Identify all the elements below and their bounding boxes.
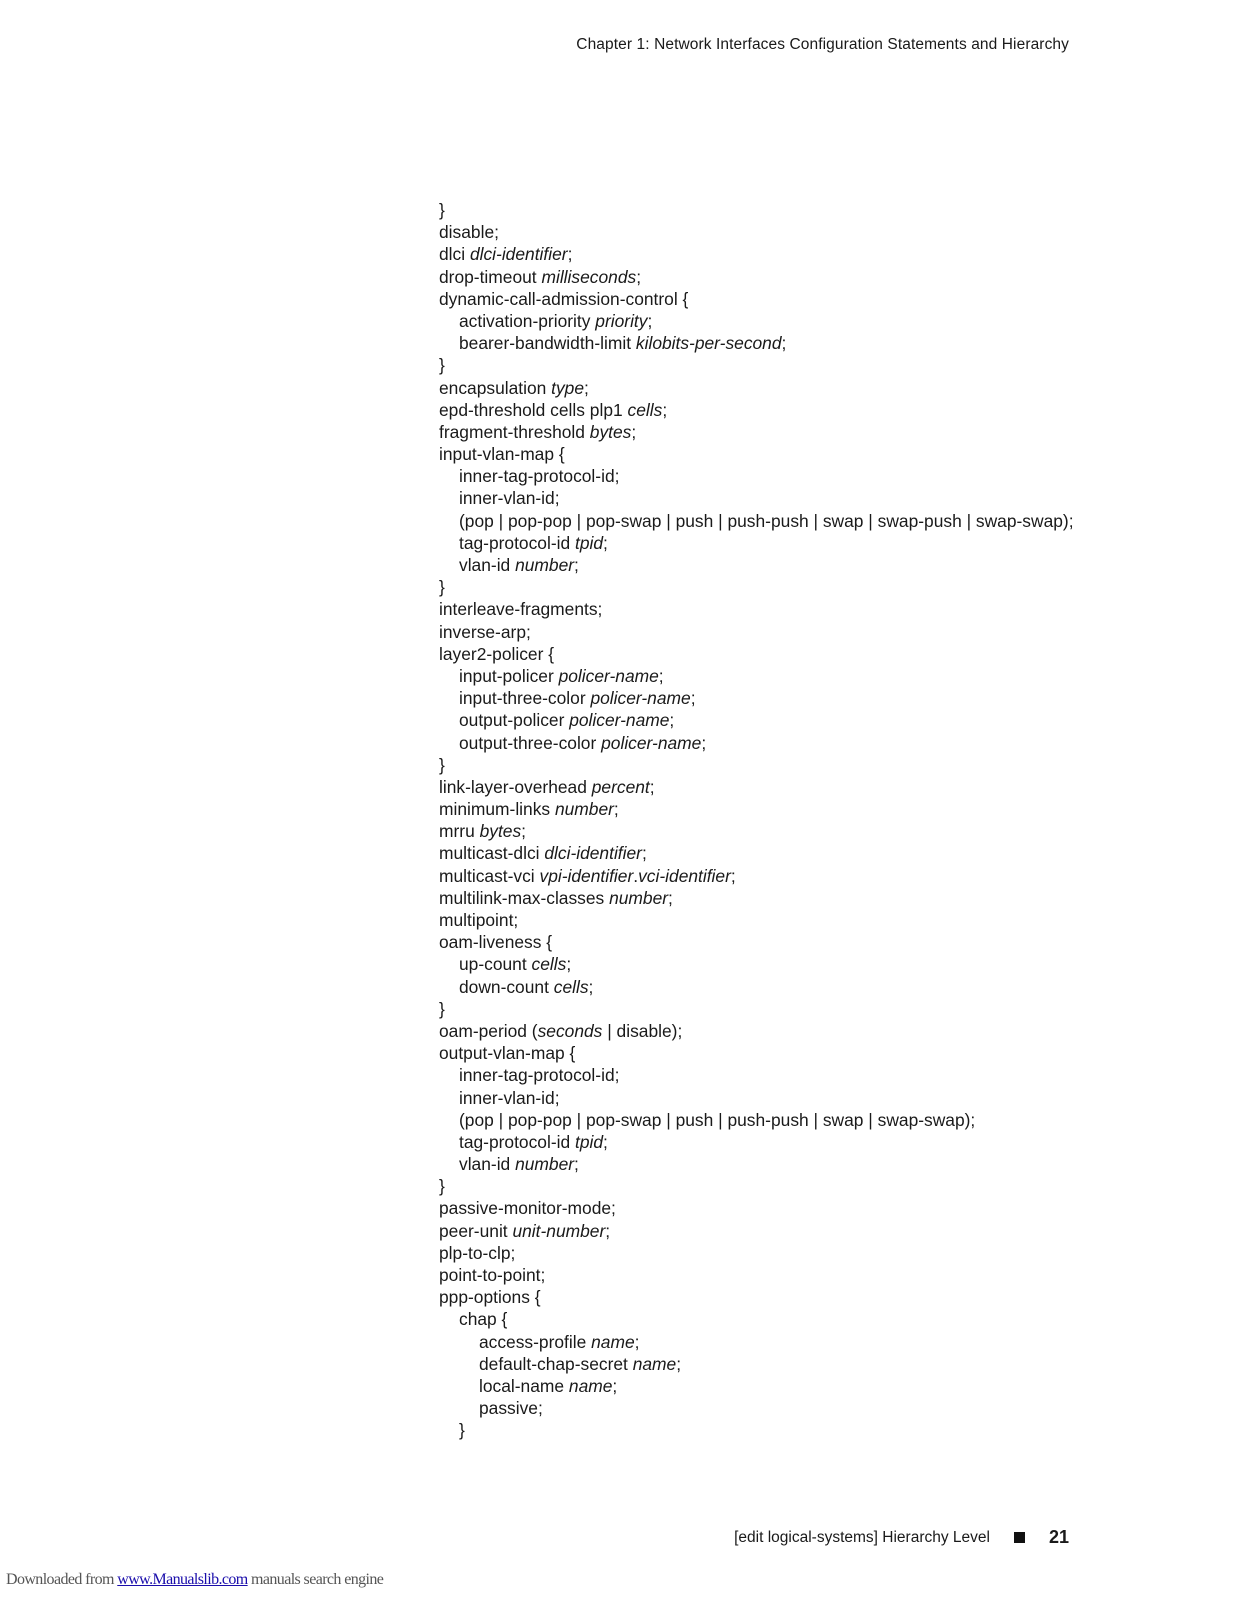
code-keyword: peer-unit	[439, 1220, 513, 1241]
code-variable: policer-name	[569, 710, 670, 731]
code-keyword: multicast-dlci	[439, 843, 545, 864]
code-line	[439, 465, 1074, 487]
code-line	[439, 776, 1074, 798]
code-variable: vpi-identifier	[539, 865, 634, 886]
manualslib-link[interactable]: www.Manualslib.com	[117, 1571, 248, 1588]
code-line	[439, 332, 1074, 354]
code-keyword: output-three-color	[459, 732, 602, 753]
code-variable: percent	[591, 776, 650, 797]
code-keyword: | disable);	[602, 1020, 683, 1041]
code-line	[439, 487, 1074, 509]
code-keyword: ppp-options {	[439, 1287, 541, 1308]
code-line	[439, 1286, 1074, 1308]
code-line	[439, 221, 1074, 243]
code-line	[439, 598, 1074, 620]
code-keyword: }	[439, 200, 445, 220]
code-keyword: passive;	[479, 1398, 543, 1419]
code-keyword: input-vlan-map {	[439, 444, 565, 465]
code-keyword: ;	[634, 1331, 640, 1352]
download-note-suffix: manuals search engine	[247, 1571, 384, 1588]
code-keyword: ;	[658, 665, 664, 686]
code-variable: cells	[627, 399, 663, 420]
code-line	[439, 310, 1074, 332]
code-keyword: oam-period (	[439, 1020, 538, 1041]
code-variable: name	[568, 1375, 613, 1396]
code-variable: unit-number	[512, 1220, 606, 1241]
code-line	[439, 887, 1074, 909]
code-line	[439, 865, 1074, 887]
code-keyword: up-count	[459, 954, 532, 975]
code-keyword: ;	[641, 843, 647, 864]
code-line	[439, 443, 1074, 465]
code-line	[439, 842, 1074, 864]
code-keyword: ;	[730, 865, 736, 886]
code-keyword: inner-tag-protocol-id;	[459, 466, 620, 487]
code-line	[439, 709, 1074, 731]
code-keyword: input-three-color	[459, 688, 591, 709]
code-variable: number	[515, 555, 575, 575]
code-variable: dlci-identifier	[544, 843, 642, 864]
code-keyword: ;	[567, 244, 573, 265]
code-line	[439, 1042, 1074, 1064]
code-variable: policer-name	[590, 688, 691, 709]
code-keyword: ;	[566, 954, 572, 975]
code-keyword: drop-timeout	[439, 266, 542, 287]
code-keyword: ;	[649, 776, 655, 797]
code-line	[439, 421, 1074, 443]
code-keyword: inner-tag-protocol-id;	[459, 1065, 620, 1086]
code-line	[439, 643, 1074, 665]
code-keyword: minimum-links	[439, 799, 555, 820]
running-header: Chapter 1: Network Interfaces Configuration Statements and Hierarchy	[576, 36, 1069, 53]
code-keyword: interleave-fragments;	[439, 599, 603, 620]
code-line	[439, 820, 1074, 842]
code-keyword: plp-to-clp;	[439, 1242, 516, 1263]
code-variable: policer-name	[601, 732, 702, 753]
code-keyword: tag-protocol-id	[459, 532, 575, 553]
code-keyword: ;	[647, 310, 653, 331]
code-keyword: mrru	[439, 821, 480, 842]
code-line	[439, 1220, 1074, 1242]
code-keyword: vlan-id	[459, 1154, 516, 1175]
code-keyword: multipoint;	[439, 910, 519, 930]
code-line	[439, 976, 1074, 998]
code-variable: cells	[553, 976, 589, 997]
code-line	[439, 1175, 1074, 1197]
code-variable: bytes	[589, 421, 632, 442]
code-keyword: (pop | pop-pop | pop-swap | push | push-push | swap | swap-swap);	[459, 1109, 976, 1130]
code-variable: name	[632, 1353, 677, 1374]
code-keyword: ;	[662, 399, 668, 420]
code-line	[439, 931, 1074, 953]
code-keyword: point-to-point;	[439, 1265, 546, 1285]
code-keyword: multilink-max-classes	[439, 887, 610, 908]
code-line	[439, 377, 1074, 399]
code-keyword: bearer-bandwidth-limit	[459, 333, 636, 354]
code-keyword: oam-liveness {	[439, 932, 553, 953]
code-keyword: ;	[574, 1154, 579, 1175]
page-number: 21	[1048, 1527, 1069, 1547]
running-footer	[734, 1527, 1069, 1548]
code-line	[439, 199, 1074, 221]
code-line	[439, 1242, 1074, 1264]
code-keyword: ;	[636, 266, 642, 287]
footer-section-title: [edit logical-systems] Hierarchy Level	[734, 1528, 990, 1546]
code-keyword: }	[439, 355, 445, 376]
code-variable: kilobits-per-second	[635, 333, 782, 354]
code-variable: number	[609, 887, 669, 908]
code-keyword: multicast-vci	[439, 865, 540, 886]
code-line	[439, 621, 1074, 643]
code-line	[439, 798, 1074, 820]
code-keyword: ;	[605, 1220, 611, 1241]
code-keyword: inverse-arp;	[439, 621, 531, 642]
square-bullet-icon	[1014, 1532, 1025, 1543]
code-keyword: fragment-threshold	[439, 421, 590, 442]
code-keyword: ;	[676, 1353, 682, 1374]
code-line	[439, 1331, 1074, 1353]
code-keyword: layer2-policer {	[439, 643, 555, 664]
code-variable: priority	[595, 310, 648, 331]
code-keyword: }	[439, 998, 445, 1019]
code-line	[439, 1064, 1074, 1086]
code-keyword: inner-vlan-id;	[459, 488, 560, 509]
code-keyword: activation-priority	[459, 310, 596, 331]
download-note-prefix: Downloaded from	[6, 1571, 118, 1588]
code-line	[439, 1020, 1074, 1042]
code-keyword: passive-monitor-mode;	[439, 1198, 616, 1219]
code-variable: milliseconds	[541, 266, 637, 287]
code-variable: tpid	[575, 1131, 604, 1152]
code-keyword: ;	[612, 1375, 618, 1396]
code-variable: number	[554, 799, 614, 820]
code-line	[439, 532, 1074, 554]
code-line	[439, 754, 1074, 776]
code-variable: type	[551, 377, 585, 398]
code-keyword: dynamic-call-admission-control {	[439, 288, 689, 309]
code-keyword: input-policer	[459, 665, 559, 686]
code-variable: dlci-identifier	[469, 244, 568, 265]
code-line	[439, 1197, 1074, 1219]
code-keyword: local-name	[479, 1375, 569, 1396]
code-keyword: }	[439, 754, 445, 775]
code-line	[439, 998, 1074, 1020]
code-line	[439, 665, 1074, 687]
code-keyword: link-layer-overhead	[439, 776, 592, 797]
code-line	[439, 1375, 1074, 1397]
code-line	[439, 576, 1074, 598]
code-line	[439, 1087, 1074, 1109]
code-variable: vci-identifier	[638, 865, 731, 886]
code-variable: tpid	[575, 532, 604, 553]
code-keyword: dlci	[439, 244, 470, 265]
code-keyword: vlan-id	[459, 555, 516, 575]
code-line	[439, 1264, 1074, 1286]
code-line	[439, 243, 1074, 265]
code-keyword: output-vlan-map {	[439, 1043, 576, 1064]
config-statement-listing	[439, 199, 1074, 1442]
code-line	[439, 510, 1074, 532]
code-keyword: ;	[781, 333, 787, 354]
code-line	[439, 354, 1074, 376]
code-keyword: epd-threshold cells plp1	[439, 399, 628, 420]
code-line	[439, 1419, 1074, 1441]
code-keyword: .	[633, 865, 639, 886]
code-variable: bytes	[479, 821, 522, 842]
download-note	[6, 1571, 383, 1589]
code-keyword: default-chap-secret	[479, 1353, 633, 1374]
code-keyword: ;	[603, 532, 608, 553]
code-line	[439, 953, 1074, 975]
code-line	[439, 1131, 1074, 1153]
code-keyword: ;	[701, 732, 707, 753]
code-keyword: ;	[521, 821, 526, 842]
code-keyword: }	[459, 1420, 465, 1441]
code-line	[439, 687, 1074, 709]
code-keyword: (pop | pop-pop | pop-swap | push | push-push | swap | swap-push | swap-swap);	[459, 510, 1074, 531]
code-line	[439, 266, 1074, 288]
code-keyword: ;	[574, 555, 579, 575]
code-keyword: down-count	[459, 976, 554, 997]
code-variable: cells	[531, 954, 567, 975]
code-line	[439, 1153, 1074, 1175]
code-keyword: output-policer	[459, 710, 570, 731]
code-keyword: }	[439, 1176, 445, 1197]
code-keyword: disable;	[439, 222, 499, 243]
code-variable: policer-name	[558, 665, 659, 686]
code-keyword: ;	[669, 710, 675, 731]
code-keyword: ;	[690, 688, 696, 709]
code-line	[439, 1308, 1074, 1330]
code-keyword: ;	[588, 976, 594, 997]
code-line	[439, 732, 1074, 754]
code-variable: number	[515, 1154, 575, 1175]
code-keyword: ;	[613, 799, 619, 820]
code-keyword: ;	[631, 421, 637, 442]
code-keyword: access-profile	[479, 1331, 592, 1352]
code-keyword: tag-protocol-id	[459, 1131, 575, 1152]
code-line	[439, 1353, 1074, 1375]
code-line	[439, 1109, 1074, 1131]
code-keyword: inner-vlan-id;	[459, 1087, 560, 1108]
code-keyword: }	[439, 577, 445, 598]
code-variable: name	[591, 1331, 635, 1352]
code-line	[439, 909, 1074, 931]
code-keyword: ;	[603, 1131, 608, 1152]
code-variable: seconds	[537, 1020, 603, 1041]
code-keyword: ;	[584, 377, 589, 398]
code-line	[439, 554, 1074, 576]
code-line	[439, 288, 1074, 310]
code-line	[439, 399, 1074, 421]
code-keyword: ;	[668, 887, 673, 908]
code-keyword: encapsulation	[439, 377, 552, 398]
code-keyword: chap {	[459, 1309, 508, 1330]
code-line	[439, 1397, 1074, 1419]
